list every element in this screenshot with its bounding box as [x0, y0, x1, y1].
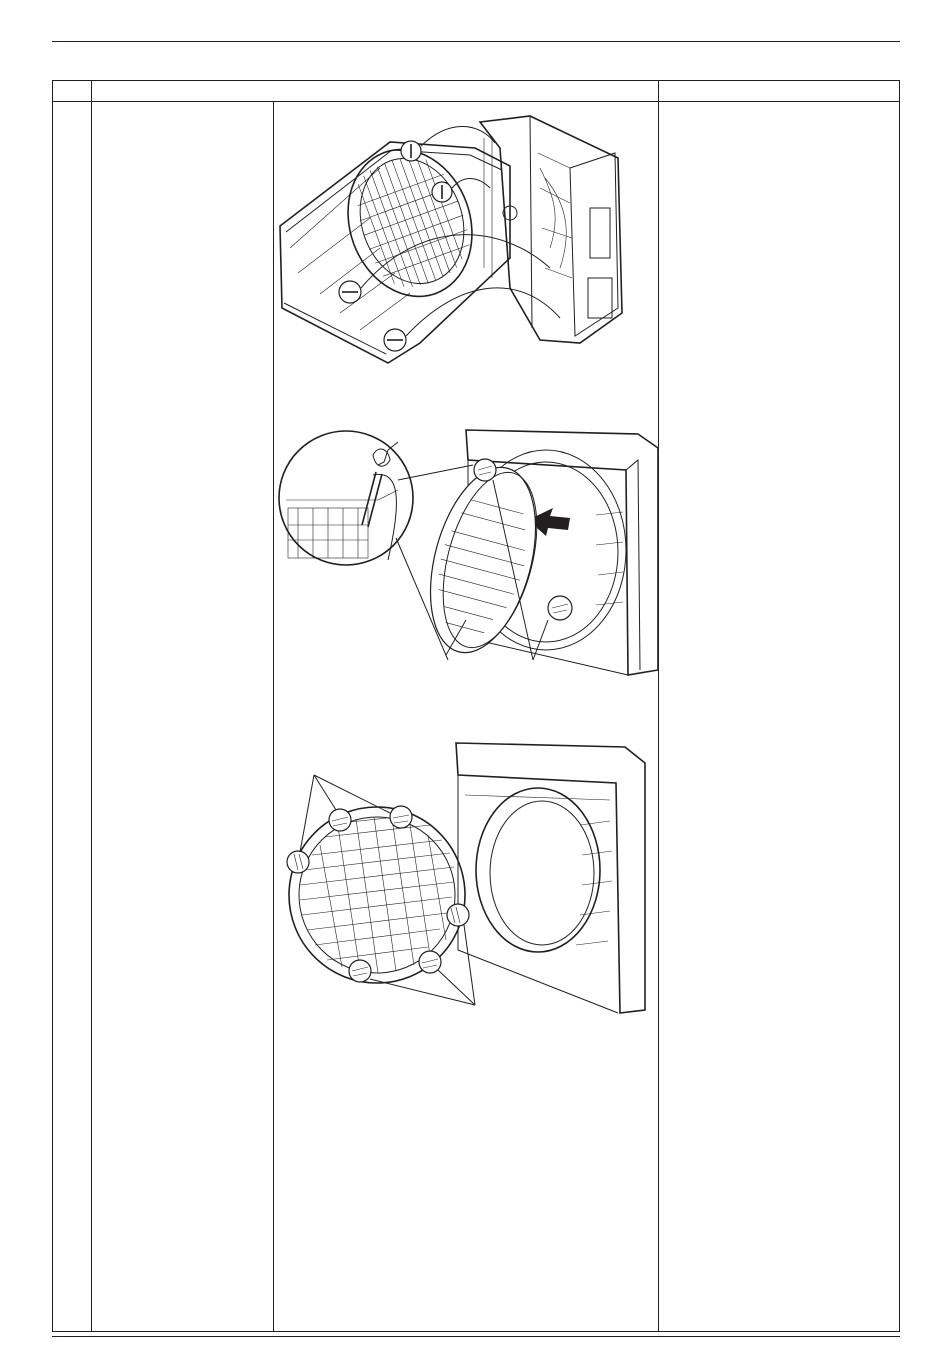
header-rule [52, 41, 900, 42]
front-panel-removal-illustration [270, 108, 660, 373]
column-divider-no [91, 81, 92, 1331]
grille-removal-illustration [278, 420, 663, 680]
table-header-row [53, 81, 899, 102]
grille-hooks-illustration [280, 735, 655, 1015]
footer-rule [52, 1336, 900, 1337]
